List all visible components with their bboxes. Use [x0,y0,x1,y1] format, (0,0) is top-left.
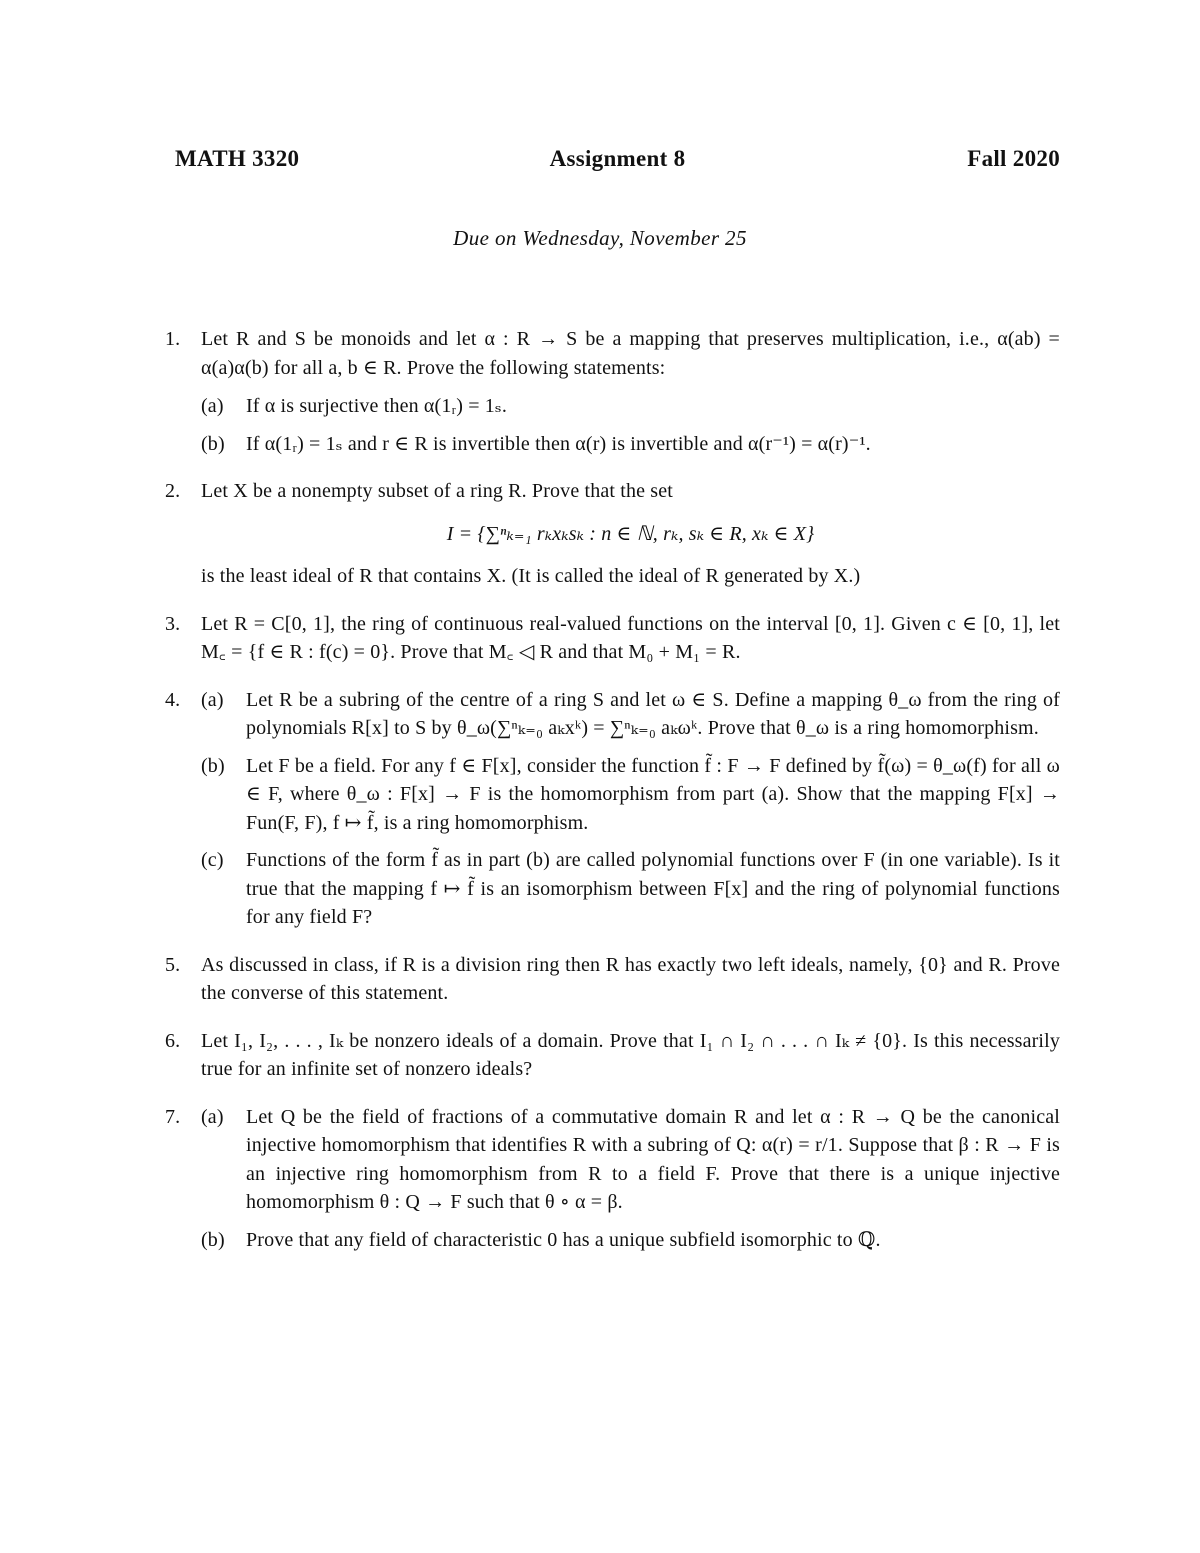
problem-text: Let X be a nonempty subset of a ring R. Prove that the set [201,480,673,502]
problem-3 [165,610,1060,667]
problem-list [165,325,1060,1273]
problem-part [201,1103,1060,1217]
page-header [175,146,1060,172]
problem-number: 3. [165,612,181,635]
problem-4 [165,686,1060,932]
problem-body [201,1027,1060,1084]
problem-2 [165,477,1060,591]
part-text: If α(1ᵣ) = 1ₛ and r ∈ R is invertible then α(r) is invertible and α(r⁻¹) = α(r)⁻¹. [246,432,871,455]
problem-number: 5. [165,953,181,976]
problem-part [201,1226,1060,1255]
part-label: (a) [201,688,224,711]
part-text: Prove that any field of characteristic 0 has a unique subfield isomorphic to ℚ. [246,1228,881,1251]
problem-6 [165,1027,1060,1084]
display-equation: I = {∑ⁿₖ₌₁ rₖxₖsₖ : n ∈ ℕ, rₖ, sₖ ∈ R, xₖ ∈ X} [446,522,815,545]
problem-number: 7. [165,1105,181,1128]
term: Fall 2020 [967,146,1060,171]
part-text: Let R be a subring of the centre of a ring S and let ω ∈ S. Define a mapping θ_ω from the ring of polynomials R[x] to S by θ_ω(∑ⁿₖ₌₀ aₖxᵏ) = ∑ⁿₖ₌₀ aₖωᵏ. Prove that θ_ω is a ring homomorphism. [246,688,1060,739]
part-text: If α is surjective then α(1ᵣ) = 1ₛ. [246,395,507,417]
problem-body [201,1103,1060,1255]
problem-body [201,686,1060,932]
problem-body [201,951,1060,1008]
part-label: (a) [201,395,224,417]
problem-number: 4. [165,688,181,711]
problem-text: Let I₁, I₂, . . . , Iₖ be nonzero ideals of a domain. Prove that I₁ ∩ I₂ ∩ . . . ∩ Iₖ ≠ {0}. Is this necessarily true for an infinite set of nonzero ideals? [201,1029,1060,1080]
problem-parts [201,1103,1060,1255]
problem-part [201,686,1060,743]
part-text: Functions of the form f̃ as in part (b) are called polynomial functions over F (in one variable). Is it true that the mapping f ↦ f̃ is an isomorphism between F[x] and the ring of polynomial functions for any field F? [246,849,1060,928]
part-label: (b) [201,432,225,455]
problem-part [201,392,1060,421]
due-date: Due on Wednesday, November 25 [453,226,747,250]
problem-part [201,430,1060,459]
problem-parts [201,392,1060,458]
part-label: (c) [201,849,224,871]
part-label: (b) [201,1228,225,1251]
problem-5 [165,951,1060,1008]
problem-text: As discussed in class, if R is a division ring then R has exactly two left ideals, namely, {0} and R. Prove the converse of this statement. [201,953,1060,1004]
problem-number: 2. [165,480,181,502]
problem-1 [165,325,1060,458]
part-text: Let Q be the field of fractions of a commutative domain R and let α : R → Q be the canonical injective homomorphism that identifies R with a subring of Q: α(r) = r/1. Suppose that β : R → F is an injective ring homomorphism from R to a field F. Prove that there is a unique injective homomorphism θ : Q → F such that θ ∘ α = β. [246,1105,1060,1213]
problem-body [201,610,1060,667]
problem-number: 6. [165,1029,181,1052]
problem-part [201,752,1060,838]
problem-text: Let R = C[0, 1], the ring of continuous real-valued functions on the interval [0, 1]. Given c ∈ [0, 1], let M꜀ = {f ∈ R : f(c) = 0}. Prove that M꜀ ◁ R and that M₀ + M₁ = R. [201,612,1060,663]
problem-number: 1. [165,328,181,350]
problem-body [201,477,1060,591]
course-code: MATH 3320 [175,146,300,171]
part-label: (a) [201,1105,224,1128]
assignment-title: Assignment 8 [549,146,686,171]
part-label: (b) [201,754,225,777]
problem-parts [201,686,1060,932]
problem-7 [165,1103,1060,1255]
problem-text: Let R and S be monoids and let α : R → S be a mapping that preserves multiplication, i.e., α(ab) = α(a)α(b) for all a, b ∈ R. Prove the following statements: [201,328,1060,379]
part-text: Let F be a field. For any f ∈ F[x], consider the function f̃ : F → F defined by f̃(ω) = θ_ω(f) for all ω ∈ F, where θ_ω : F[x] → F is the homomorphism from part (a). Show that the mapping F[x] → Fun(F, F), f ↦ f̃, is a ring homomorphism. [246,754,1060,834]
problem-body [201,325,1060,458]
problem-trailing-text: is the least ideal of R that contains X. (It is called the ideal of R generated by X.) [201,565,861,587]
problem-part [201,846,1060,932]
